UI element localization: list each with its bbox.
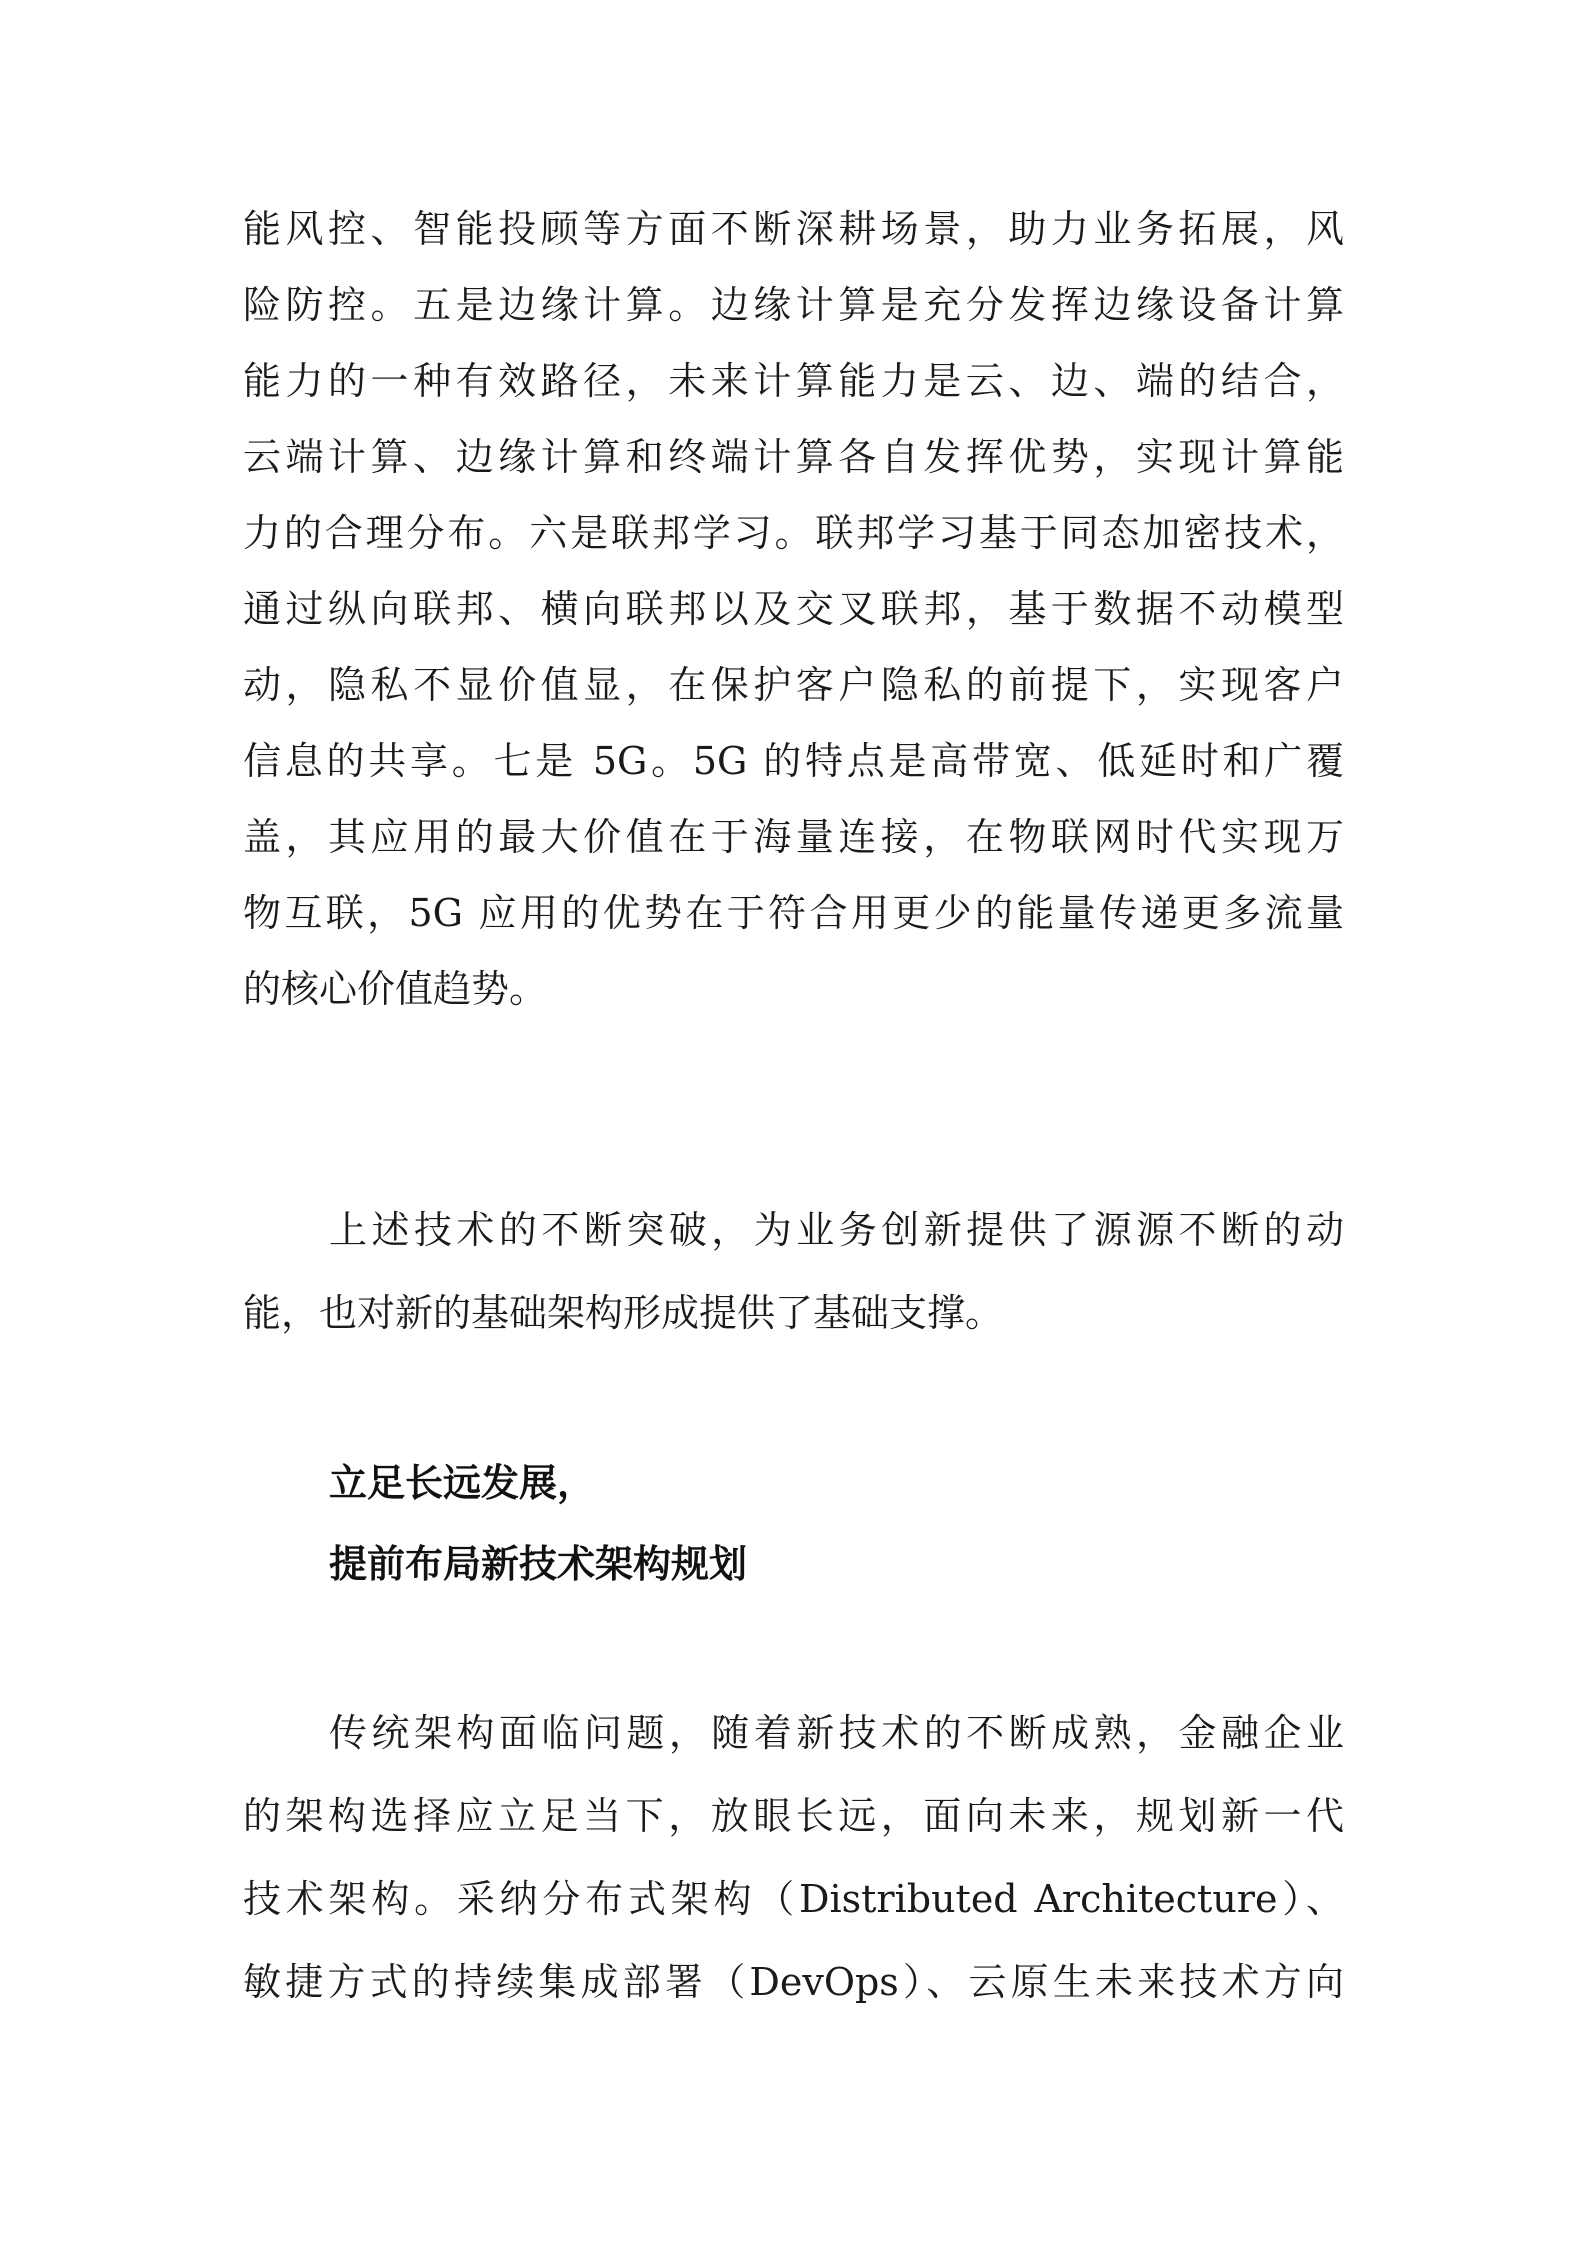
text-line: 动，隐私不显价值显，在保护客户隐私的前提下，实现客户 (243, 663, 1344, 707)
text-line: 的核心价值趋势。 (243, 967, 548, 1011)
text-line: 传统架构面临问题，随着新技术的不断成熟，金融企业 (329, 1711, 1344, 1755)
text-line: 物互联，5G 应用的优势在于符合用更少的能量传递更多流量 (243, 891, 1344, 935)
text-line: 险防控。五是边缘计算。边缘计算是充分发挥边缘设备计算 (243, 283, 1344, 327)
text-line: 力的合理分布。六是联邦学习。联邦学习基于同态加密技术， (243, 511, 1344, 555)
text-line: 通过纵向联邦、横向联邦以及交叉联邦，基于数据不动模型 (243, 587, 1344, 631)
text-line: 信息的共享。七是 5G。5G 的特点是高带宽、低延时和广覆 (243, 739, 1344, 783)
text-line: 盖，其应用的最大价值在于海量连接，在物联网时代实现万 (243, 815, 1344, 859)
heading-line: 提前布局新技术架构规划 (329, 1541, 748, 1586)
text-line: 的架构选择应立足当下，放眼长远，面向未来，规划新一代 (243, 1794, 1344, 1838)
text-line: 敏捷方式的持续集成部署（DevOps）、云原生未来技术方向 (243, 1960, 1344, 2004)
text-line: 技术架构。采纳分布式架构（Distributed Architecture）、 (243, 1877, 1344, 1921)
text-line: 云端计算、边缘计算和终端计算各自发挥优势，实现计算能 (243, 435, 1344, 479)
text-line: 能，也对新的基础架构形成提供了基础支撑。 (243, 1291, 1004, 1335)
text-line: 能力的一种有效路径，未来计算能力是云、边、端的结合， (243, 359, 1344, 403)
text-line: 能风控、智能投顾等方面不断深耕场景，助力业务拓展，风 (243, 207, 1344, 251)
text-line: 上述技术的不断突破，为业务创新提供了源源不断的动 (329, 1208, 1344, 1252)
heading-line: 立足长远发展， (329, 1460, 596, 1505)
